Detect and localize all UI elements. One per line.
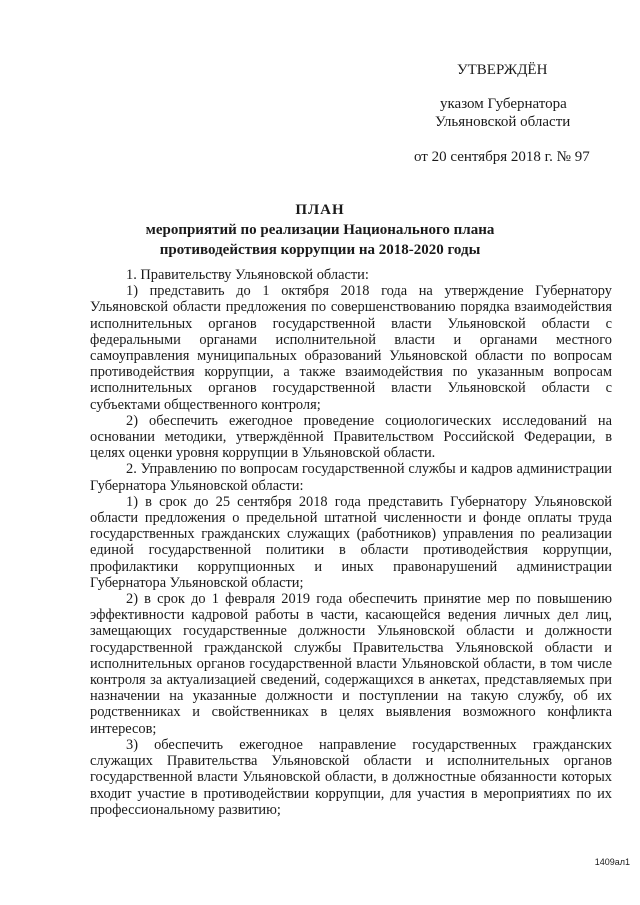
document-body xyxy=(90,267,612,818)
paragraph: 1) в срок до 25 сентября 2018 года представить Губернатору Ульяновской области предложения о предельной штатной численности и фонде оплаты труда государственных гражданских служащих (работников) управления по реализации единой государственной политики в области противодействия коррупции, профилактики коррупционных и иных правонарушений администрации Губернатора Ульяновской области; xyxy=(90,493,612,591)
approval-stamp xyxy=(0,0,640,180)
approval-date: от 20 сентября 2018 г. № 97 xyxy=(414,149,590,165)
document-heading xyxy=(0,200,640,260)
paragraph: 2. Управлению по вопросам государственной службы и кадров администрации Губернатора Ульяновской области: xyxy=(90,461,612,494)
plan-subtitle-line-2: противодействия коррупции на 2018-2020 годы xyxy=(159,242,481,258)
approval-line-2: Ульяновской области xyxy=(435,114,571,130)
paragraph: 1) представить до 1 октября 2018 года на утверждение Губернатору Ульяновской области предложения по совершенствованию порядка взаимодействия исполнительных органов государственной власти Ульяновской области с федеральными органами исполнительной власти и органами местного самоуправления муниципальных образований Ульяновской области по вопросам противодействия коррупции, а также взаимодействия по указанным вопросам исполнительных органов государственной власти Ульяновской области с субъектами общественного контроля; xyxy=(90,283,612,413)
paragraph: 1. Правительству Ульяновской области: xyxy=(126,267,369,283)
paragraph: 3) обеспечить ежегодное направление государственных гражданских служащих Правительства Ульяновской области и исполнительных органов государственной власти Ульяновской области, в должностные обязанности которых входит участие в противодействии коррупции, для участия в мероприятиях по их профессиональному развитию; xyxy=(90,736,612,818)
paragraph: 2) обеспечить ежегодное проведение социологических исследований на основании методики, утверждённой Правительством Российской Федерации, в целях оценки уровня коррупции в Ульяновской области. xyxy=(90,412,612,462)
approval-line-1: указом Губернатора xyxy=(440,96,567,112)
approval-title: УТВЕРЖДЁН xyxy=(457,62,548,78)
paragraph: 2) в срок до 1 февраля 2019 года обеспечить принятие мер по повышению эффективности кадровой работы в части, касающейся ведения личных дел лиц, замещающих государственные должности Ульяновской области и должности государственной гражданской службы Правительства Ульяновской области и исполнительных органов государственной власти Ульяновской области, в том числе контроля за актуализацией сведений, содержащихся в анкетах, представляемых при назначении на указанные должности и поступлении на такую службу, об их родственниках и свойственниках в целях выявления возможного конфликта интересов; xyxy=(90,591,612,737)
document-code: 1409aл1 xyxy=(594,857,630,867)
plan-title: ПЛАН xyxy=(295,202,345,218)
plan-subtitle-line-1: мероприятий по реализации Национального плана xyxy=(145,222,495,238)
